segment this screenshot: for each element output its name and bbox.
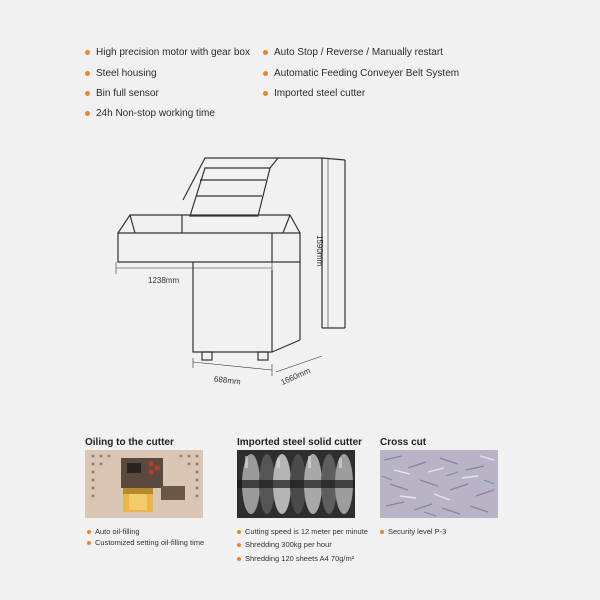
cutter-bullet: Cutting speed is 12 meter per minute [237,527,368,536]
cutter-bullet: Shredding 300kg per hour [237,540,332,549]
feature-item: Steel housing [85,68,157,79]
section-title-oiling: Oiling to the cutter [85,437,174,448]
bullet-icon [237,543,241,547]
section-title-cutter: Imported steel solid cutter [237,437,363,448]
feature-item: 24h Non-stop working time [85,108,215,119]
height-dimension-label: 1590mm [315,235,324,267]
bullet-icon [87,541,91,545]
cutter-bullet: Shredding 120 sheets A4 70g/m² [237,554,354,563]
cutter-blades-photo [237,450,355,518]
width-dimension-label: 1238mm [148,276,180,285]
feature-item: High precision motor with gear box [85,47,250,58]
oiling-bullet: Auto oil-filling [87,527,140,536]
oiling-unit-photo [85,450,203,518]
feature-item: Automatic Feeding Conveyer Belt System [263,68,459,79]
feature-item: Bin full sensor [85,88,159,99]
depth-dimension-label: 688mm [213,374,242,387]
bullet-icon [87,530,91,534]
bullet-icon [380,530,384,534]
feature-item: Auto Stop / Reverse / Manually restart [263,47,443,58]
bullet-icon [237,557,241,561]
length-dimension-label: 1660mm [279,366,312,387]
cross-cut-paper-photo [380,450,498,518]
crosscut-bullet: Security level P-3 [380,527,446,536]
feature-item: Imported steel cutter [263,88,365,99]
oiling-bullet: Customized setting oil-filling time [87,538,204,547]
section-title-crosscut: Cross cut [380,437,427,448]
bullet-icon [237,530,241,534]
